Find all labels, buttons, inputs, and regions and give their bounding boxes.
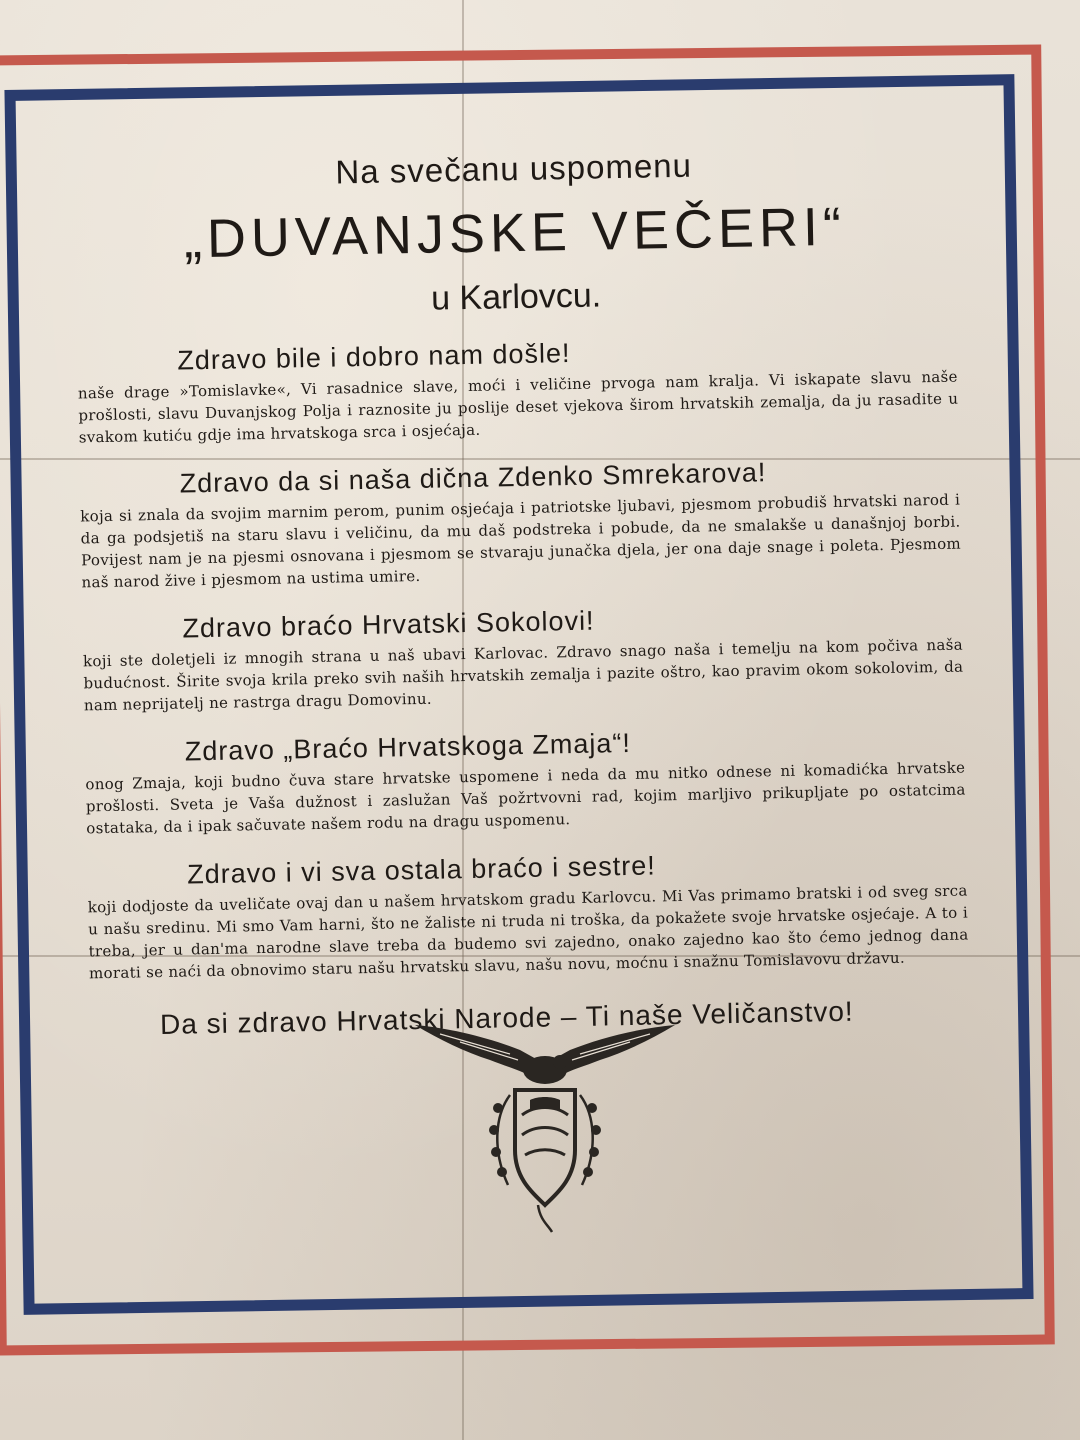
eagle-shield-emblem-icon: [410, 1020, 680, 1240]
closing-line: Da si zdravo Hrvatski Narode – Ti naše Veličanstvo!: [159, 995, 854, 1041]
section-text: onog Zmaja, koji budno čuva stare hrvatske uspomene i neda da mu nitko odnese ni komadićka hrvatske prošlosti. Sveta je Vaša dužnost i zaslužan Vaš požrtvovni rad, kojim marljivo prikupljate po ostatcima ostataka, da i ipak sačuvate našem rodu na dragu uspomenu.: [85, 758, 966, 838]
section-heading: Zdravo braćo Hrvatski Sokolovi!: [182, 605, 595, 644]
greeting-section: [77, 331, 959, 449]
section-heading: Zdravo bile i dobro nam došle!: [177, 338, 571, 376]
section-text: koji dodjoste da uveličate ovaj dan u našem hrvatskom gradu Karlovcu. Mi Vas primamo bratski i od sveg srca u našu sredinu. Mi smo Vam harni, što ne žaliste ni truda ni troška, da pokažete svoje hrvatske osjećaje. A to i treba, jer u dan'ma narodne slave treba da budemo svi zajedno, onako zajedno kao što ćemo jednog dana morati se naći da obnovimo staru našu hrvatsku slavu, našu novu, moćnu i snažnu Tomislavovu državu.: [87, 881, 969, 983]
greeting-section: [79, 454, 961, 594]
poster-subtitle: u Karlovcu.: [430, 276, 602, 318]
greeting-section: [82, 599, 964, 717]
section-text: naše drage »Tomislavke«, Vi rasadnice slave, moći i veličine prvoga nam kralja. Vi iskapate slavu naše prošlosti, slavu Duvanjskog Polja i raznosite ju poslije deset vjekova širom hrvatskih zemalja, da ju rasadite u svakom kutiću gdje ima hrvatskoga srca i osjećaja.: [77, 367, 959, 447]
greeting-section: [85, 722, 967, 840]
greeting-section: [87, 844, 969, 984]
section-text: koji ste doletjeli iz mnogih strana u naš ubavi Karlovac. Zdravo snago naša i temelju na kom počiva naša budućnost. Širite svoja krila preko svih naših hrvatskih zemalja i pazite oštro, kao pravim okom sokolovim, da nam neprijatelj ne rastrga dragu Domovinu.: [82, 635, 964, 715]
section-heading: Zdravo „Braćo Hrvatskoga Zmaja“!: [184, 727, 632, 767]
poster-intro: Na svečanu uspomenu: [335, 146, 693, 191]
section-heading: Zdravo i vi sva ostala braćo i sestre!: [186, 850, 657, 890]
section-text: koja si znala da svojim marnim perom, punim osjećaja i patriotske ljubavi, pjesmom probudiš hrvatski narod i da ga podsjetiš na staru slavu i veličinu, da mu daš podstreka i pobude, da ne smalakše u današnjoj borbi. Povijest nam je na pjesmi osnovana i pjesmom se stvaraju junačka djela, jer ona daje snage i poleta. Pjesmom naš narod žive i pjesmom na ustima umire.: [80, 490, 962, 592]
poster-title: „DUVANJSKE VEČERI“: [183, 196, 847, 270]
poster-content: [73, 132, 970, 1043]
section-heading: Zdravo da si naša dična Zdenko Smrekarova!: [179, 457, 767, 499]
